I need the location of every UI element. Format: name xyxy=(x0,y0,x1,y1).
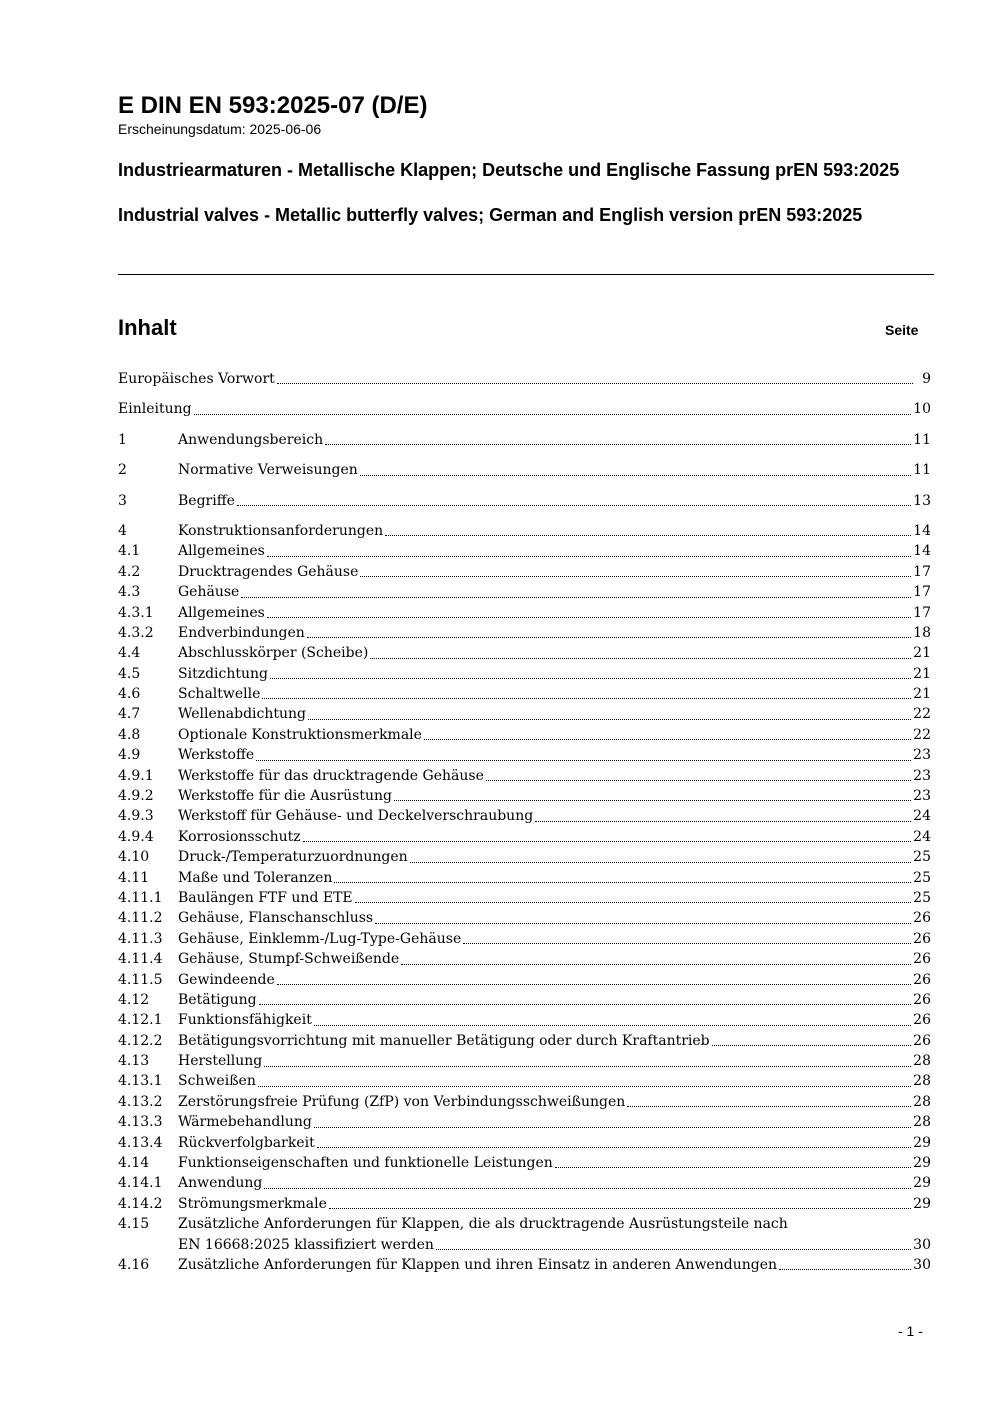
toc-entry-title: Optionale Konstruktionsmerkmale xyxy=(178,726,422,743)
toc-entry-number: 4.12.1 xyxy=(118,1012,163,1029)
toc-entry-body xyxy=(178,1255,931,1275)
toc-entry[interactable] xyxy=(118,1092,931,1112)
toc-entry-title: Maße und Toleranzen xyxy=(178,869,333,886)
toc-entry-page: 17 xyxy=(913,584,931,601)
toc-entry-page: 28 xyxy=(913,1114,931,1131)
toc-entry[interactable] xyxy=(118,623,931,643)
toc-dot-leader xyxy=(307,623,911,643)
toc-entry-body xyxy=(178,929,931,949)
toc-entry-page: 28 xyxy=(913,1053,931,1070)
toc-dot-leader xyxy=(303,827,911,847)
toc-entry-page: 29 xyxy=(913,1155,931,1172)
toc-entry-title: Zusätzliche Anforderungen für Klappen, die als drucktragende Ausrüstungsteile nach xyxy=(178,1216,788,1233)
toc-entry-continuation xyxy=(178,1235,931,1255)
toc-entry-page: 11 xyxy=(913,431,931,448)
toc-entry-number: 4.11.2 xyxy=(118,910,163,927)
toc-entry-title: Einleitung xyxy=(118,401,192,418)
toc-entry-page: 13 xyxy=(913,492,931,509)
toc-entry[interactable] xyxy=(118,1072,931,1092)
toc-dot-leader xyxy=(277,970,911,990)
toc-entry-body xyxy=(178,1010,931,1030)
toc-entry-page: 25 xyxy=(913,849,931,866)
toc-entry-number: 4.14.2 xyxy=(118,1195,163,1212)
toc-entry[interactable] xyxy=(118,1010,931,1030)
toc-dot-leader xyxy=(535,806,911,826)
toc-entry-body xyxy=(178,541,931,561)
toc-entry-page: 17 xyxy=(913,604,931,621)
toc-dot-leader xyxy=(360,562,911,582)
toc-entry-page: 18 xyxy=(913,624,931,641)
toc-dot-leader xyxy=(241,582,911,602)
toc-dot-leader xyxy=(259,990,912,1010)
title-german: Industriearmaturen - Metallische Klappen; Deutsche und Englische Fassung prEN 593:2025 xyxy=(118,160,900,180)
toc-entry-body xyxy=(178,1071,931,1091)
toc-entry[interactable] xyxy=(118,369,931,389)
toc-entry-body xyxy=(178,766,931,786)
toc-entry-number: 4.8 xyxy=(118,726,141,743)
toc-entry-page: 9 xyxy=(922,370,931,387)
toc-entry-number: 4.9.3 xyxy=(118,808,154,825)
toc-entry-body xyxy=(178,1214,931,1255)
toc-entry-number: 4.9 xyxy=(118,747,141,764)
toc-entry[interactable] xyxy=(118,949,931,969)
toc-entry-title-continued: EN 16668:2025 klassifiziert werden xyxy=(178,1236,434,1253)
toc-dot-leader xyxy=(308,704,911,724)
toc-entry-number: 4.2 xyxy=(118,563,141,580)
publication-date: Erscheinungsdatum: 2025-06-06 xyxy=(118,121,322,137)
toc-dot-leader xyxy=(314,1112,911,1132)
toc-entry-body xyxy=(178,1092,931,1112)
toc-entry-number: 4.13.1 xyxy=(118,1073,163,1090)
toc-entry-page: 22 xyxy=(913,706,931,723)
toc-entry[interactable] xyxy=(118,562,931,582)
toc-entry-number: 4.13.4 xyxy=(118,1134,163,1151)
toc-entry-number: 4.11.5 xyxy=(118,971,163,988)
toc-entry-title: Herstellung xyxy=(178,1053,263,1070)
toc-entry-page: 23 xyxy=(913,788,931,805)
toc-entry-page: 26 xyxy=(913,971,931,988)
toc-entry[interactable] xyxy=(118,582,931,602)
toc-entry-body xyxy=(178,562,931,582)
toc-entry-page: 28 xyxy=(913,1093,931,1110)
toc-entry-title: Schweißen xyxy=(178,1073,256,1090)
table-of-contents xyxy=(118,369,931,1275)
toc-dot-leader xyxy=(267,541,911,561)
toc-entry[interactable] xyxy=(118,684,931,704)
toc-entry-page: 25 xyxy=(913,889,931,906)
toc-entry-title: Funktionsfähigkeit xyxy=(178,1012,312,1029)
toc-entry[interactable] xyxy=(118,888,931,908)
toc-entry-title: Baulängen FTF und ETE xyxy=(178,889,353,906)
toc-entry-title: Korrosionsschutz xyxy=(178,828,301,845)
toc-entry-page: 26 xyxy=(913,910,931,927)
toc-entry-page: 14 xyxy=(913,522,931,539)
toc-dot-leader xyxy=(194,399,912,419)
toc-page-column-label: Seite xyxy=(885,322,919,338)
toc-dot-leader xyxy=(267,603,911,623)
toc-entry[interactable] xyxy=(118,704,931,724)
toc-dot-leader xyxy=(394,786,911,806)
toc-entry-title: Anwendung xyxy=(178,1175,263,1192)
toc-entry-page: 26 xyxy=(913,1012,931,1029)
toc-entry-number: 4.13.3 xyxy=(118,1114,163,1131)
document-header xyxy=(118,92,934,227)
toc-entry-page: 29 xyxy=(913,1195,931,1212)
toc-entry-page: 10 xyxy=(913,401,931,418)
toc-entry-body xyxy=(118,369,931,389)
toc-dot-leader xyxy=(277,369,913,389)
toc-dot-leader xyxy=(375,908,911,928)
toc-dot-leader xyxy=(355,888,912,908)
toc-entry-title: Werkstoffe für die Ausrüstung xyxy=(178,788,392,805)
toc-entry[interactable] xyxy=(118,745,931,765)
toc-entry[interactable] xyxy=(118,1214,931,1255)
toc-dot-leader xyxy=(270,664,911,684)
title-english: Industrial valves - Metallic butterfly valves; German and English version prEN 593:2025 xyxy=(118,205,863,225)
toc-entry-number: 4.5 xyxy=(118,665,141,682)
toc-entry-title: Drucktragendes Gehäuse xyxy=(178,563,359,580)
toc-entry-number: 4.15 xyxy=(118,1216,150,1233)
toc-dot-leader xyxy=(555,1153,911,1173)
toc-entry[interactable] xyxy=(118,1112,931,1132)
toc-entry-body xyxy=(178,1194,931,1214)
toc-entry-page: 22 xyxy=(913,726,931,743)
toc-entry[interactable] xyxy=(118,643,931,663)
toc-entry-body xyxy=(178,970,931,990)
toc-entry-title: Europäisches Vorwort xyxy=(118,370,275,387)
toc-dot-leader xyxy=(410,847,911,867)
toc-entry[interactable] xyxy=(118,1133,931,1153)
toc-entry-title: Gewindeende xyxy=(178,971,275,988)
toc-entry-title: Strömungsmerkmale xyxy=(178,1195,327,1212)
toc-entry-title: Betätigung xyxy=(178,991,257,1008)
toc-entry-title: Endverbindungen xyxy=(178,624,305,641)
toc-entry-title: Abschlusskörper (Scheibe) xyxy=(178,645,369,662)
toc-entry-number: 4.9.2 xyxy=(118,788,154,805)
toc-dot-leader xyxy=(314,1010,911,1030)
toc-entry-body xyxy=(178,868,931,888)
toc-entry-body xyxy=(178,664,931,684)
toc-entry-title: Gehäuse xyxy=(178,584,240,601)
toc-dot-leader xyxy=(329,1194,911,1214)
toc-entry-body xyxy=(178,806,931,826)
toc-dot-leader xyxy=(385,521,911,541)
toc-entry-number: 2 xyxy=(118,462,127,479)
toc-entry[interactable] xyxy=(118,847,931,867)
toc-dot-leader xyxy=(262,684,911,704)
header-divider xyxy=(118,274,934,275)
toc-entry-body xyxy=(178,704,931,724)
toc-entry-number: 4.12.2 xyxy=(118,1032,163,1049)
toc-entry-title: Werkstoffe für das drucktragende Gehäuse xyxy=(178,767,484,784)
toc-entry-number: 4.3.2 xyxy=(118,624,154,641)
toc-entry[interactable] xyxy=(118,990,931,1010)
toc-entry-page: 26 xyxy=(913,1032,931,1049)
toc-entry-title: Werkstoff für Gehäuse- und Deckelverschraubung xyxy=(178,808,534,825)
toc-entry-number: 4.10 xyxy=(118,849,150,866)
toc-entry-title: Wärmebehandlung xyxy=(178,1114,312,1131)
toc-dot-leader xyxy=(360,460,911,480)
toc-entry-body xyxy=(178,521,931,541)
toc-dot-leader xyxy=(264,1051,911,1071)
toc-entry-title: Allgemeines xyxy=(178,543,265,560)
toc-dot-leader xyxy=(401,949,911,969)
toc-entry[interactable] xyxy=(118,1173,931,1193)
toc-entry-page: 30 xyxy=(913,1236,931,1253)
toc-entry[interactable] xyxy=(118,1051,931,1071)
toc-entry-title: Betätigungsvorrichtung mit manueller Betätigung oder durch Kraftantrieb xyxy=(178,1032,710,1049)
toc-entry[interactable] xyxy=(118,491,931,511)
toc-entry-number: 4.13.2 xyxy=(118,1093,163,1110)
toc-entry-page: 24 xyxy=(913,828,931,845)
toc-entry-page: 23 xyxy=(913,767,931,784)
toc-entry-page: 21 xyxy=(913,665,931,682)
toc-entry-page: 21 xyxy=(913,645,931,662)
toc-entry[interactable] xyxy=(118,766,931,786)
toc-entry-page: 29 xyxy=(913,1134,931,1151)
toc-dot-leader xyxy=(627,1092,911,1112)
toc-entry-body xyxy=(178,1153,931,1173)
toc-entry[interactable] xyxy=(118,521,931,541)
toc-entry-title: Zerstörungsfreie Prüfung (ZfP) von Verbindungsschweißungen xyxy=(178,1093,626,1110)
toc-entry-number: 4.13 xyxy=(118,1053,150,1070)
toc-entry-number: 4.9.1 xyxy=(118,767,154,784)
toc-entry-page: 14 xyxy=(913,543,931,560)
toc-entry-body xyxy=(178,582,931,602)
toc-entry-title: Normative Verweisungen xyxy=(178,462,358,479)
toc-entry-body xyxy=(178,430,931,450)
toc-entry-body xyxy=(178,908,931,928)
document-id: E DIN EN 593:2025-07 (D/E) xyxy=(118,92,428,119)
toc-entry-number: 4 xyxy=(118,522,127,539)
toc-entry-body xyxy=(178,643,931,663)
toc-dot-leader xyxy=(370,643,911,663)
toc-dot-leader xyxy=(256,745,911,765)
toc-entry[interactable] xyxy=(118,430,931,450)
toc-entry-body xyxy=(178,1031,931,1051)
toc-dot-leader xyxy=(486,766,911,786)
toc-dot-leader xyxy=(436,1235,911,1255)
toc-entry-page: 23 xyxy=(913,747,931,764)
toc-entry[interactable] xyxy=(118,786,931,806)
toc-entry[interactable] xyxy=(118,399,931,419)
toc-entry-number: 4.7 xyxy=(118,706,141,723)
toc-entry-body xyxy=(178,623,931,643)
toc-entry-title: Gehäuse, Stumpf-Schweißende xyxy=(178,951,400,968)
toc-entry-number: 4.11.4 xyxy=(118,951,163,968)
toc-dot-leader xyxy=(325,430,911,450)
toc-entry-title: Rückverfolgbarkeit xyxy=(178,1134,315,1151)
toc-entry-number: 4.11.3 xyxy=(118,930,163,947)
toc-entry-number: 4.6 xyxy=(118,686,141,703)
toc-dot-leader xyxy=(424,725,911,745)
toc-entry-number: 4.1 xyxy=(118,543,141,560)
toc-entry-page: 17 xyxy=(913,563,931,580)
toc-entry-body xyxy=(178,949,931,969)
toc-entry-body xyxy=(178,847,931,867)
toc-entry-title: Gehäuse, Flanschanschluss xyxy=(178,910,374,927)
toc-entry-body xyxy=(118,399,931,419)
toc-entry-title: Schaltwelle xyxy=(178,686,261,703)
toc-heading: Inhalt xyxy=(118,315,177,340)
toc-entry[interactable] xyxy=(118,460,931,480)
toc-dot-leader xyxy=(258,1072,911,1092)
toc-entry-body xyxy=(178,491,931,511)
toc-entry[interactable] xyxy=(118,827,931,847)
toc-entry-title: Begriffe xyxy=(178,492,235,509)
toc-entry[interactable] xyxy=(118,603,931,623)
toc-entry-body xyxy=(178,1112,931,1132)
toc-entry[interactable] xyxy=(118,929,931,949)
toc-entry-number: 4.3.1 xyxy=(118,604,154,621)
toc-entry-body xyxy=(178,725,931,745)
toc-entry-title: Druck-/Temperaturzuordnungen xyxy=(178,849,408,866)
toc-entry-page: 30 xyxy=(913,1257,931,1274)
toc-entry-title: Gehäuse, Einklemm-/Lug-Type-Gehäuse xyxy=(178,930,462,947)
toc-dot-leader xyxy=(712,1031,912,1051)
toc-entry-number: 4.14.1 xyxy=(118,1175,163,1192)
toc-dot-leader xyxy=(264,1173,911,1193)
toc-entry-number: 4.3 xyxy=(118,584,141,601)
toc-entry-number: 4.4 xyxy=(118,645,141,662)
toc-entry-body xyxy=(178,1173,931,1193)
toc-entry-body xyxy=(178,1051,931,1071)
toc-entry-page: 28 xyxy=(913,1073,931,1090)
toc-entry-title: Werkstoffe xyxy=(178,747,255,764)
toc-entry-body xyxy=(178,786,931,806)
toc-entry[interactable] xyxy=(118,1255,931,1275)
toc-entry-page: 25 xyxy=(913,869,931,886)
toc-entry[interactable] xyxy=(118,806,931,826)
toc-entry[interactable] xyxy=(118,664,931,684)
toc-entry[interactable] xyxy=(118,725,931,745)
toc-entry-number: 4.12 xyxy=(118,991,150,1008)
toc-entry-title: Allgemeines xyxy=(178,604,265,621)
toc-entry-number: 4.14 xyxy=(118,1155,150,1172)
toc-entry-page: 26 xyxy=(913,930,931,947)
toc-entry-body xyxy=(178,460,931,480)
toc-entry-page: 21 xyxy=(913,686,931,703)
toc-entry-number: 4.9.4 xyxy=(118,828,154,845)
toc-dot-leader xyxy=(317,1133,911,1153)
toc-entry-title: Wellenabdichtung xyxy=(178,706,307,723)
toc-dot-leader xyxy=(779,1255,911,1275)
toc-dot-leader xyxy=(463,929,911,949)
toc-entry-page: 26 xyxy=(913,991,931,1008)
toc-entry-number: 4.11.1 xyxy=(118,889,163,906)
toc-entry[interactable] xyxy=(118,541,931,561)
toc-entry-body xyxy=(178,827,931,847)
toc-entry-number: 1 xyxy=(118,431,127,448)
toc-entry[interactable] xyxy=(118,908,931,928)
toc-entry-title: Anwendungsbereich xyxy=(178,431,324,448)
toc-entry[interactable] xyxy=(118,1153,931,1173)
toc-entry[interactable] xyxy=(118,1194,931,1214)
toc-entry-number: 3 xyxy=(118,492,127,509)
toc-entry-number: 4.11 xyxy=(118,869,150,886)
toc-entry[interactable] xyxy=(118,970,931,990)
toc-entry-title: Funktionseigenschaften und funktionelle Leistungen xyxy=(178,1155,553,1172)
toc-entry-page: 24 xyxy=(913,808,931,825)
toc-entry-number: 4.16 xyxy=(118,1257,150,1274)
toc-entry[interactable] xyxy=(118,868,931,888)
toc-entry-body xyxy=(178,684,931,704)
toc-entry-title: Sitzdichtung xyxy=(178,665,268,682)
toc-entry-title: Konstruktionsanforderungen xyxy=(178,522,384,539)
toc-entry-title: Zusätzliche Anforderungen für Klappen und ihren Einsatz in anderen Anwendungen xyxy=(178,1257,777,1274)
toc-entry-body xyxy=(178,603,931,623)
toc-entry-body xyxy=(178,1133,931,1153)
page-number: - 1 - xyxy=(898,1323,923,1339)
toc-entry-body xyxy=(178,745,931,765)
toc-entry-body xyxy=(178,990,931,1010)
toc-dot-leader xyxy=(237,491,911,511)
toc-dot-leader xyxy=(334,868,911,888)
toc-entry-page: 26 xyxy=(913,951,931,968)
toc-entry[interactable] xyxy=(118,1031,931,1051)
toc-entry-page: 11 xyxy=(913,462,931,479)
toc-entry-body xyxy=(178,888,931,908)
toc-entry-page: 29 xyxy=(913,1175,931,1192)
